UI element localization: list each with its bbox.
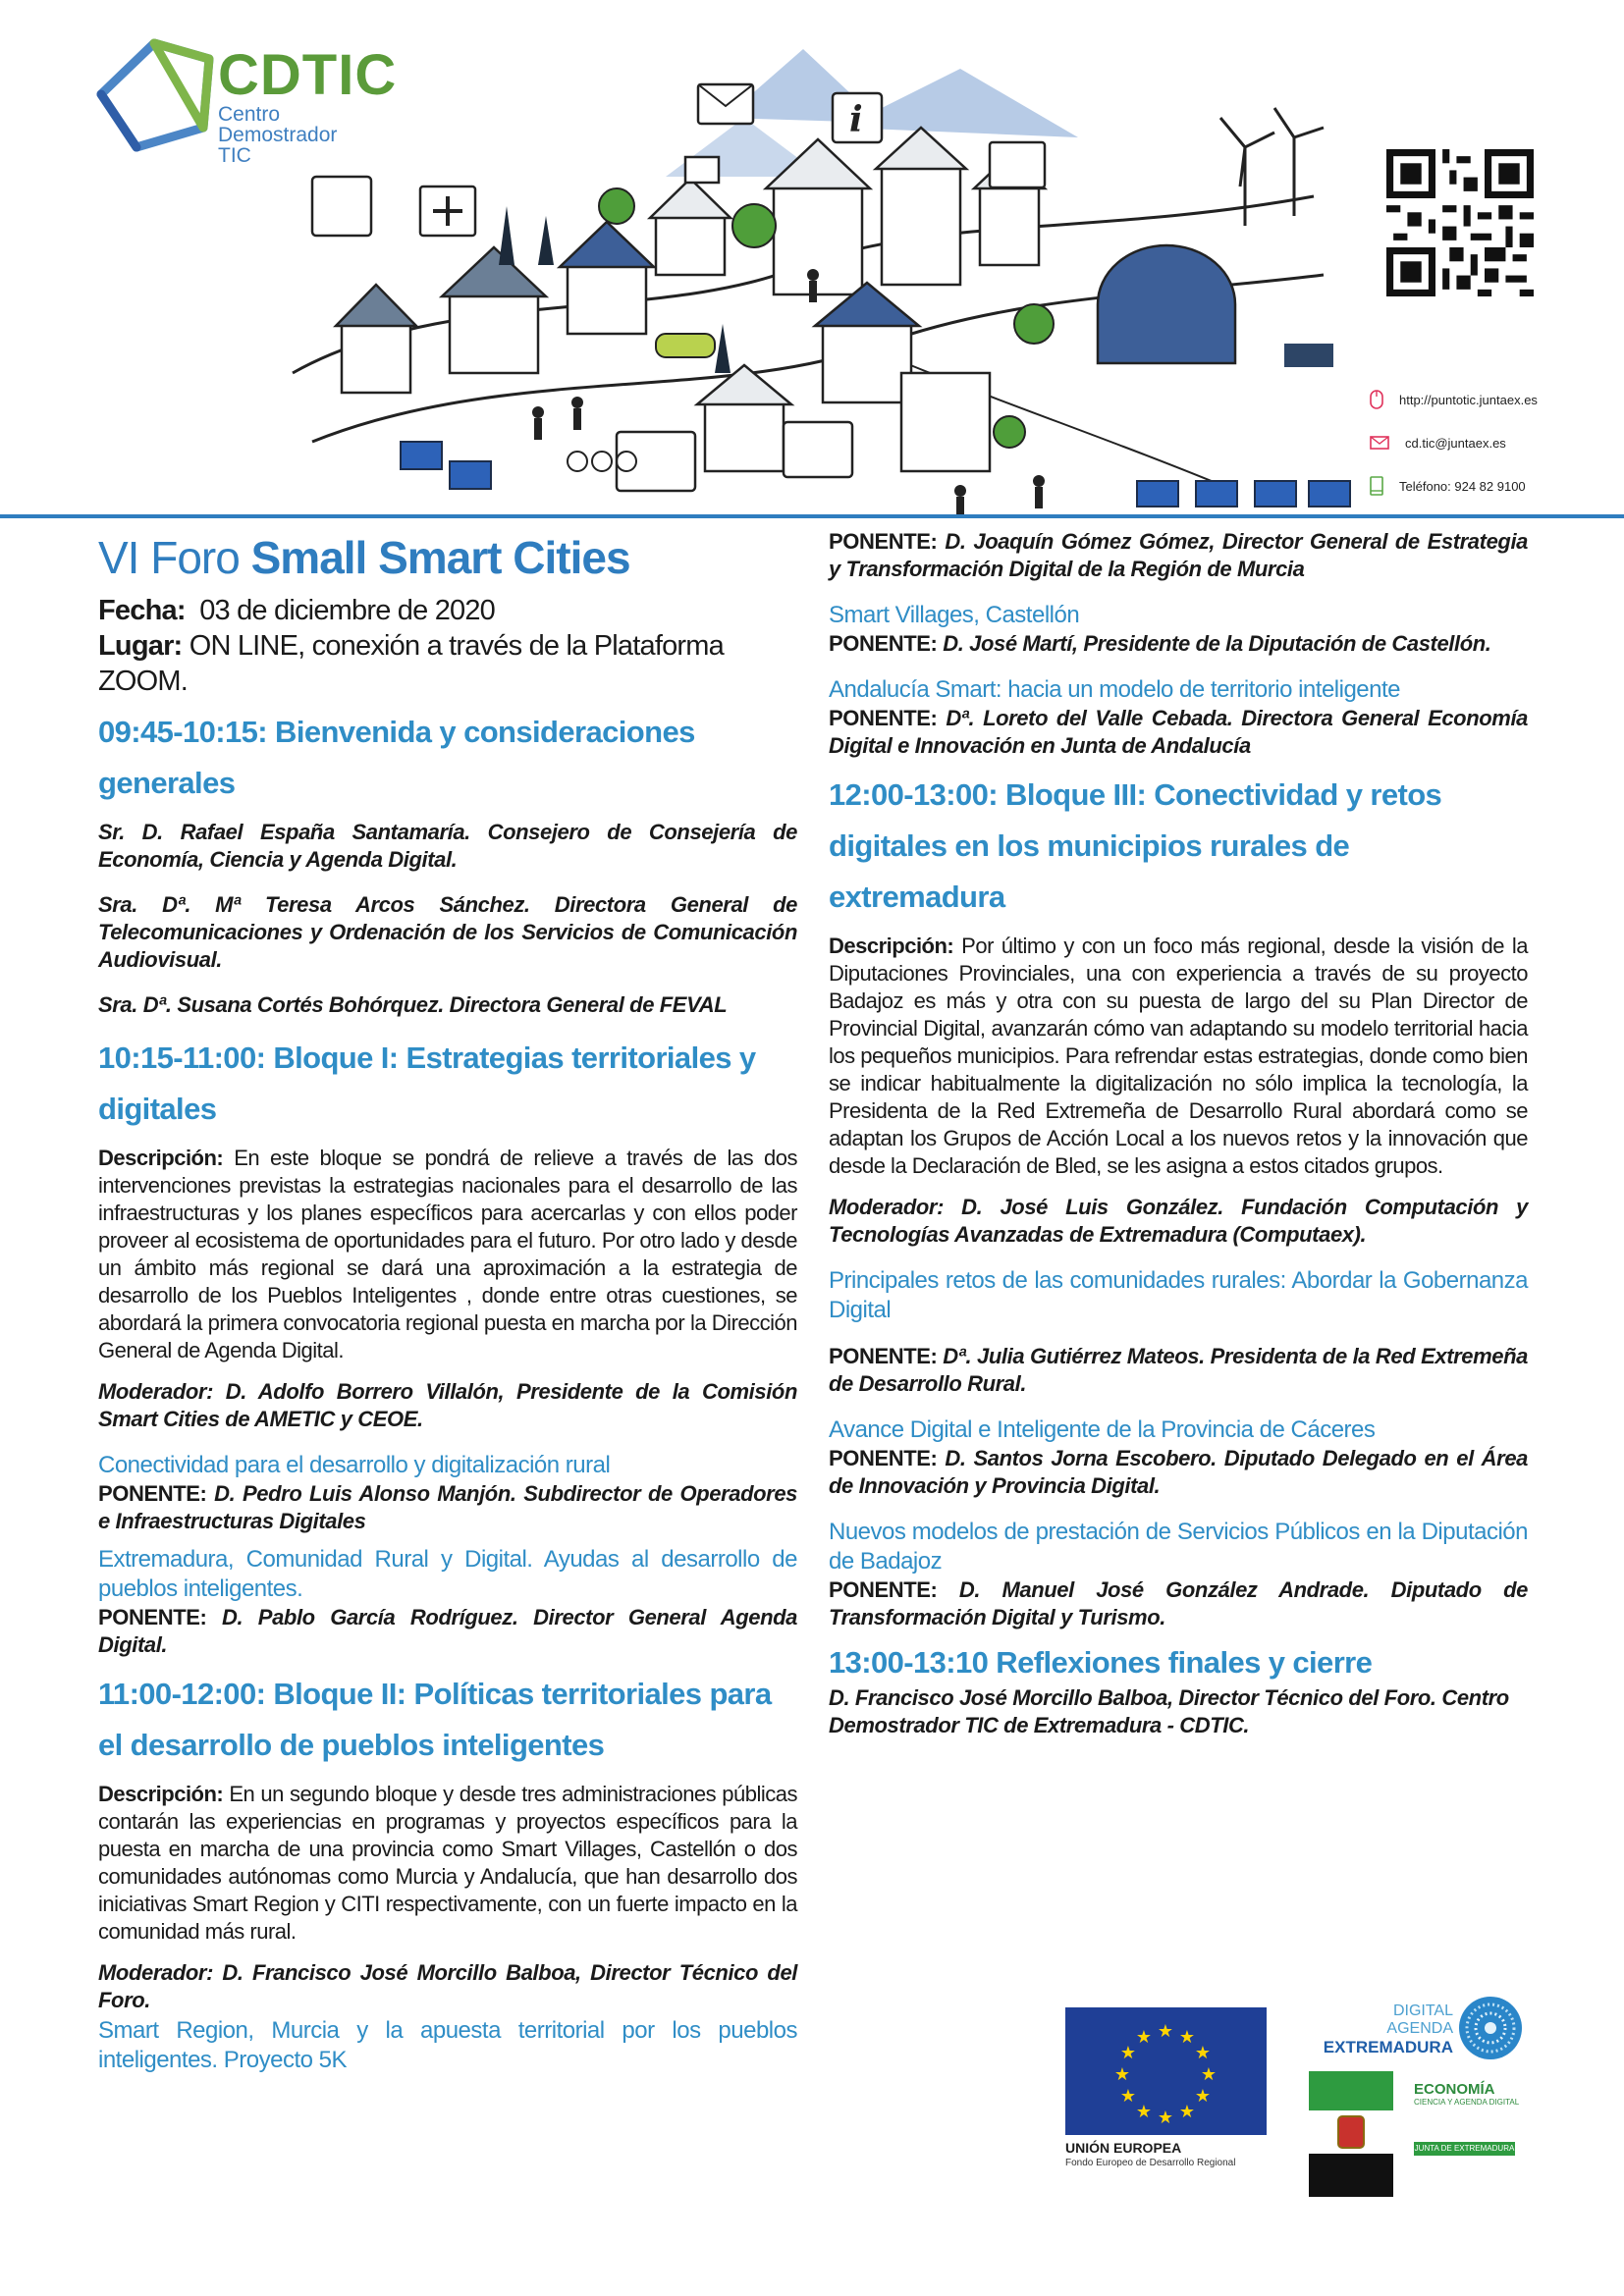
- extremadura-flag-icon: [1309, 2071, 1393, 2197]
- date-value: 03 de diciembre de 2020: [199, 595, 496, 626]
- svg-text:★: ★: [1157, 2108, 1174, 2128]
- ponente-label: PONENTE:: [98, 1605, 207, 1629]
- logo-line1: Centro: [218, 103, 281, 126]
- bloque3-talk1-title: Principales retos de las comunidades rurales: Abordar la Gobernanza Digital: [829, 1267, 1528, 1323]
- contact-web: [1370, 378, 1538, 421]
- svg-text:i: i: [849, 99, 863, 140]
- dae-line3: EXTREMADURA: [1323, 2038, 1453, 2056]
- closing-speaker: D. Francisco José Morcillo Balboa, Director Técnico del Foro. Centro Demostrador TIC de Extremadura - CDTIC.: [829, 1685, 1509, 1737]
- logo-line2: Demostrador: [218, 124, 338, 146]
- ponente-label: PONENTE:: [829, 1446, 938, 1470]
- speaker-name: D. Pedro Luis Alonso Manjón. Subdirector de Operadores e Infraestructuras Digitales: [98, 1481, 797, 1533]
- bloque1-talk2-title: Extremadura, Comunidad Rural y Digital. Ayudas al desarrollo de pueblos inteligentes.: [98, 1546, 797, 1602]
- eu-flag-icon: [1065, 2007, 1267, 2135]
- bloque1-talk1-title: Conectividad para el desarrollo y digitalización rural: [98, 1452, 611, 1478]
- contact-email-link[interactable]: cd.tic@juntaex.es: [1405, 435, 1506, 451]
- svg-text:★: ★: [1157, 2021, 1174, 2042]
- title-main: Small Smart Cities: [250, 532, 630, 583]
- logo-name: CDTIC: [218, 43, 398, 107]
- session-title-bloque2: 11:00-12:00: Bloque II: Políticas territoriales para el desarrollo de pueblos inteligentes: [98, 1677, 772, 1762]
- speaker-name: Dª. Loreto del Valle Cebada. Directora General Economía Digital e Innovación en Junta de Andalucía: [829, 706, 1528, 758]
- svg-text:★: ★: [1178, 2102, 1196, 2122]
- econ-line2: CIENCIA Y AGENDA DIGITAL: [1414, 2098, 1520, 2107]
- phone-icon: [1370, 476, 1383, 496]
- title-prefix: VI Foro: [98, 532, 240, 583]
- bloque2-moderator: Moderador: D. Francisco José Morcillo Balboa, Director Técnico del Foro.: [98, 1960, 797, 2012]
- bloque2-talk1-speaker: [829, 528, 1528, 583]
- welcome-speaker-3: Sra. Dª. Susana Cortés Bohórquez. Directora General de FEVAL: [98, 992, 728, 1017]
- econ-line1: ECONOMÍA: [1414, 2081, 1495, 2098]
- place-value: ON LINE, conexión a través de la Plataforma ZOOM.: [98, 630, 724, 697]
- speaker-name: D. José Martí, Presidente de la Diputación de Castellón.: [943, 631, 1491, 656]
- welcome-speaker-2: Sra. Dª. Mª Teresa Arcos Sánchez. Directora General de Telecomunicaciones y Ordenación de los Servicios de Comunicación Audiovisual.: [98, 892, 797, 972]
- bloque2-talk3-speaker: [829, 705, 1528, 760]
- digital-agenda-globe-icon: [1457, 1995, 1524, 2061]
- economia-logo: [1414, 2081, 1519, 2107]
- bloque3-talk3-title: Nuevos modelos de prestación de Servicios Públicos en la Diputación de Badajoz: [829, 1519, 1528, 1575]
- junta-badge: JUNTA DE EXTREMADURA: [1414, 2142, 1515, 2156]
- event-date: [98, 593, 797, 628]
- session-title-welcome: 09:45-10:15: Bienvenida y consideraciones generales: [98, 715, 695, 800]
- speaker-name: D. Manuel José González Andrade. Diputado de Transformación Digital y Turismo.: [829, 1577, 1528, 1629]
- welcome-speaker-1: Sr. D. Rafael España Santamaría. Consejero de Consejería de Economía, Ciencia y Agenda Digital.: [98, 820, 797, 872]
- svg-text:★: ★: [1135, 2102, 1153, 2122]
- page-title: [98, 528, 797, 587]
- bloque3-description: [829, 933, 1528, 1180]
- mail-icon: [1370, 436, 1389, 450]
- svg-text:★: ★: [1119, 2086, 1137, 2107]
- contact-phone-text: Teléfono: 924 82 9100: [1399, 478, 1526, 494]
- bloque3-desc-label: Descripción:: [829, 934, 954, 958]
- svg-text:★: ★: [1135, 2027, 1153, 2048]
- dae-line1: DIGITAL: [1392, 2002, 1453, 2019]
- bloque2-desc-label: Descripción:: [98, 1782, 224, 1806]
- ponente-label: PONENTE:: [829, 529, 938, 554]
- qr-code-icon: [1386, 149, 1534, 296]
- bloque1-desc-text: En este bloque se pondrá de relieve a través de las dos intervenciones previstas la estrategias nacionales para el desarrollo de las infraestructuras y los planes específicos para acercarlas y con ellos poder proveer al ecosistema de oportunidades para el futuro. Por otro lado y desde un ámbito más regional se dará una aproximación a la estrategia de desarrollo de los Pueblos Inteligentes , donde entre otras cuestiones, se abordará la primera convocatoria regional puesta en marcha por la Dirección General de Agenda Digital.: [98, 1146, 797, 1362]
- contact-email: [1370, 421, 1538, 464]
- mouse-icon: [1370, 390, 1383, 409]
- speaker-name: D. Pablo García Rodríguez. Director General Agenda Digital.: [98, 1605, 797, 1657]
- smart-town-illustration-icon: [253, 29, 1353, 520]
- session-title-bloque3: 12:00-13:00: Bloque III: Conectividad y retos digitales en los municipios rurales de extremadura: [829, 777, 1442, 914]
- svg-text:★: ★: [1194, 2086, 1212, 2107]
- header-divider: [0, 514, 1624, 518]
- speaker-name: D. Joaquín Gómez Gómez, Director General de Estrategia y Transformación Digital de la Región de Murcia: [829, 529, 1528, 581]
- bloque3-talk1-speaker: [829, 1343, 1528, 1398]
- svg-text:★: ★: [1119, 2043, 1137, 2063]
- bloque3-talk2-speaker: [829, 1445, 1528, 1500]
- bloque3-moderator: Moderador: D. José Luis González. Fundación Computación y Tecnologías Avanzadas de Extremadura (Computaex).: [829, 1195, 1528, 1247]
- ponente-label: PONENTE:: [829, 1344, 938, 1368]
- digital-agenda-logo: [1306, 2002, 1453, 2057]
- session-title-closing: 13:00-13:10 Reflexiones finales y cierre: [829, 1645, 1373, 1680]
- ponente-label: PONENTE:: [98, 1481, 207, 1506]
- svg-text:★: ★: [1194, 2043, 1212, 2063]
- bloque1-talk2-speaker: [98, 1604, 797, 1659]
- eu-sub-label: Fondo Europeo de Desarrollo Regional: [1065, 2158, 1236, 2168]
- bloque1-moderator: Moderador: D. Adolfo Borrero Villalón, Presidente de la Comisión Smart Cities de AMETIC y CEOE.: [98, 1379, 797, 1431]
- ponente-label: PONENTE:: [829, 706, 938, 730]
- place-label: Lugar:: [98, 630, 183, 662]
- contact-web-link[interactable]: http://puntotic.juntaex.es: [1399, 392, 1538, 407]
- dae-line2: AGENDA: [1386, 2020, 1453, 2037]
- logo-line3: TIC: [218, 144, 251, 167]
- date-label: Fecha:: [98, 595, 186, 626]
- bloque3-talk2-title: Avance Digital e Inteligente de la Provincia de Cáceres: [829, 1416, 1376, 1443]
- ponente-label: PONENTE:: [829, 1577, 938, 1602]
- svg-text:★: ★: [1200, 2064, 1218, 2085]
- bloque2-talk2-title: Smart Villages, Castellón: [829, 602, 1080, 628]
- left-column: [98, 524, 797, 2075]
- eu-label: UNIÓN EUROPEA: [1065, 2140, 1182, 2156]
- eu-stars-icon: [1065, 2007, 1267, 2135]
- bloque2-description: [98, 1781, 797, 1946]
- cdtic-logo-icon: [93, 37, 221, 153]
- event-place: [98, 628, 797, 699]
- bloque2-talk3-title: Andalucía Smart: hacia un modelo de territorio inteligente: [829, 676, 1401, 703]
- session-title-bloque1: 10:15-11:00: Bloque I: Estrategias territoriales y digitales: [98, 1041, 756, 1126]
- contact-block: [1370, 378, 1538, 507]
- svg-text:★: ★: [1178, 2027, 1196, 2048]
- contact-phone: [1370, 464, 1538, 507]
- bloque1-talk1-speaker: [98, 1480, 797, 1535]
- bloque1-description: [98, 1145, 797, 1364]
- right-column: [829, 528, 1528, 1753]
- ponente-label: PONENTE:: [829, 631, 938, 656]
- bloque2-talk2-speaker: [829, 630, 1528, 658]
- bloque3-talk3-speaker: [829, 1576, 1528, 1631]
- bloque2-talk1-title: Smart Region, Murcia y la apuesta territorial por los pueblos inteligentes. Proyecto 5K: [98, 2017, 797, 2073]
- speaker-name: Dª. Julia Gutiérrez Mateos. Presidenta de la Red Extremeña de Desarrollo Rural.: [829, 1344, 1528, 1396]
- bloque1-desc-label: Descripción:: [98, 1146, 224, 1170]
- speaker-name: D. Santos Jorna Escobero. Diputado Delegado en el Área de Innovación y Provincia Digital.: [829, 1446, 1528, 1498]
- bloque3-desc-text: Por último y con un foco más regional, desde la visión de la Diputaciones Provinciales, una con experiencia a través de su proyecto Badajoz es más y otra con su puesta de largo del su Plan Director de Provincial Digital, avanzarán cómo van adaptando su modelo territorial hacia los pequeños municipios. Para refrendar estas estrategias, donde como bien se indicar habitualmente la digitalización no sólo implica la tecnología, la Presidenta de la Red Extremeña de Desarrollo Rural abordará como se adaptan los Grupos de Acción Local a los nuevos retos y la innovación que desde la Declaración de Bled, se les asigna a estos citados grupos.: [829, 934, 1528, 1178]
- svg-text:★: ★: [1113, 2064, 1131, 2085]
- bloque2-desc-text: En un segundo bloque y desde tres administraciones públicas contarán las experiencias en programas y proyectos específicos para la puesta en marcha de una provincia como Smart Villages, Castellón o dos comunidades autónomas como Murcia y Andalucía, que han desarrollo dos iniciativas Smart Region y CITI respectivamente, con un fuerte impacto en la comunidad más rural.: [98, 1782, 797, 1944]
